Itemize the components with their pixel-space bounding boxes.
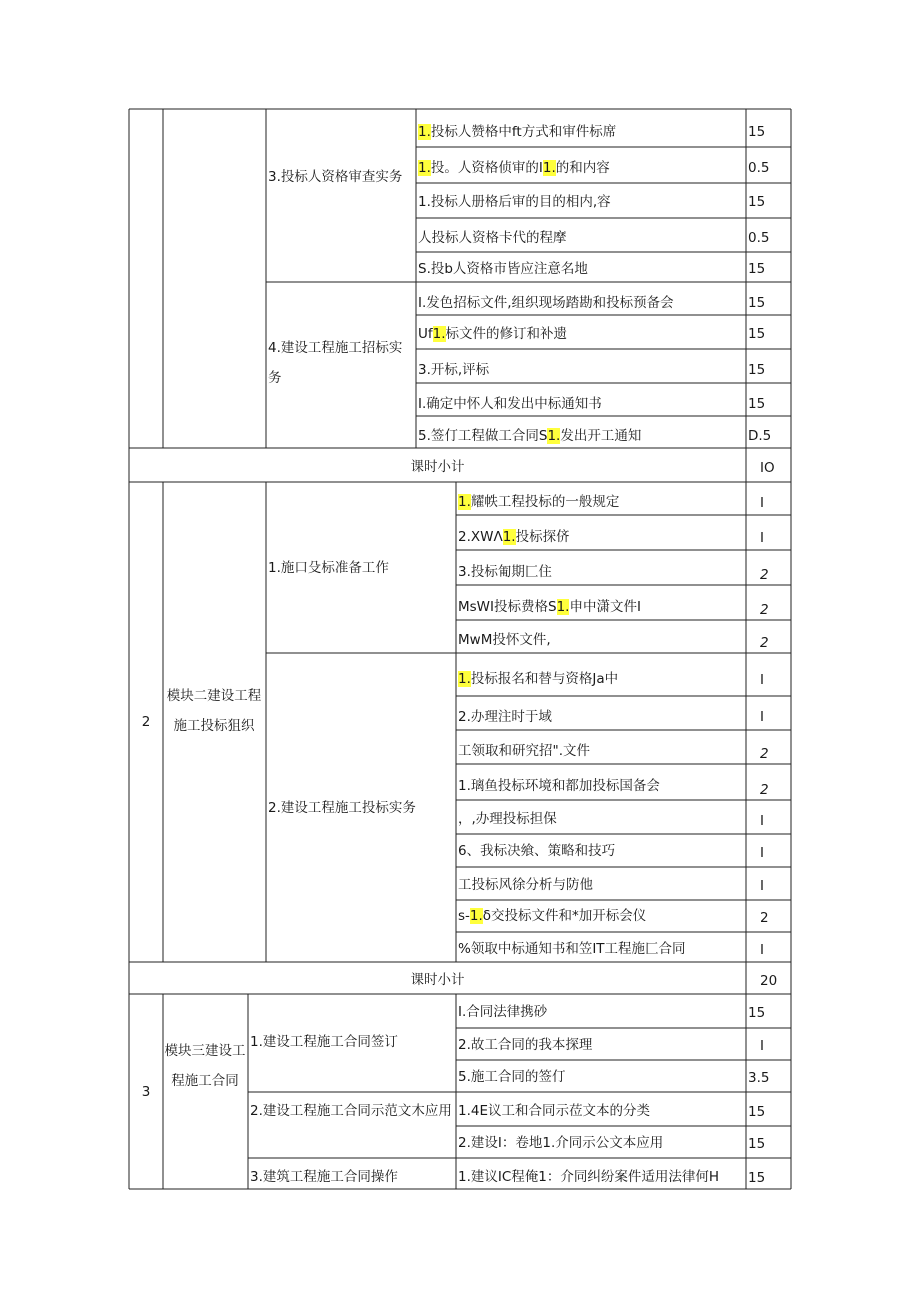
hours-cell: 2 <box>760 782 769 798</box>
hours-cell: 15 <box>748 362 766 378</box>
table-row: 5.施工合同的签仃 <box>458 1069 566 1085</box>
hours-cell: I <box>760 530 764 546</box>
section-number: 3 <box>141 1084 151 1100</box>
table-row: I.发色招标文件,组织现场踏勘和投标预备会 <box>418 295 674 311</box>
table-row: 1.投。人资格侦审的I1.的和内容 <box>418 160 610 176</box>
table-row: 5.签仃工程做工合同S1.发出开工通知 <box>418 428 642 444</box>
hours-cell: 15 <box>748 1104 766 1120</box>
hours-cell: 2 <box>760 635 769 651</box>
hours-cell: 0.5 <box>748 230 770 246</box>
table-row: MsWI投标费格S1.申中潇文件I <box>458 599 641 615</box>
topic-label: 3.建筑工程施工合同操作 <box>250 1169 398 1185</box>
topic-label: 1.施口殳标准备工作 <box>268 560 389 576</box>
table-row: 3.开标,评标 <box>418 362 490 378</box>
hours-cell: 2 <box>760 910 769 926</box>
subtotal-label: 课时小计 <box>410 972 465 988</box>
hours-cell: I <box>760 845 764 861</box>
topic-label: 2.建设工程施工投标实务 <box>268 800 416 816</box>
table-row: 2.XWΛ1.投标探侪 <box>458 529 570 545</box>
table-row: I.确定中怀人和发出中标通知书 <box>418 396 602 412</box>
hours-cell: 15 <box>748 1005 766 1021</box>
module-name: 模块三建设工程施工合同 <box>164 1043 246 1089</box>
table-row: Uf1.标文件的修订和补遗 <box>418 326 568 342</box>
hours-cell: I <box>760 495 764 511</box>
hours-cell: 15 <box>748 326 766 342</box>
topic-4-label: 4.建设工程施工招标实务 <box>268 340 403 386</box>
subtotal-value: 20 <box>760 973 778 989</box>
hours-cell: 15 <box>748 396 766 412</box>
section-number: 2 <box>141 714 151 730</box>
table-row: 2.建设I：卷地1.介同示公文本应用 <box>458 1135 664 1151</box>
table-row: I.合同法律携砂 <box>458 1004 548 1020</box>
hours-cell: 15 <box>748 124 766 140</box>
table-row: 1.建议IC程俺1：介同纠纷案件适用法律何H <box>458 1169 720 1185</box>
table-row: 工领取和研究招".文件 <box>458 743 591 759</box>
table-row: 1.投标报名和替与资格Ja中 <box>458 671 619 687</box>
table-row: 1.璃鱼投标环境和都加投标国备会 <box>458 778 660 794</box>
table-row: 1.投标人册格后审的目的相内,容 <box>418 194 611 210</box>
hours-cell: I <box>760 709 764 725</box>
hours-cell: D.5 <box>748 428 772 444</box>
table-row: 1.耀帙工程投标的一般规定 <box>458 494 620 510</box>
hours-cell: 15 <box>748 1170 766 1186</box>
table-row: 6、我标决飨、策略和技巧 <box>458 843 616 859</box>
hours-cell: I <box>760 1038 764 1054</box>
table-row: 1.4E议工和合同示莅文本的分类 <box>458 1103 650 1119</box>
table-row: 3.投标匍期匚住 <box>458 564 552 580</box>
table-row: 2.办理注时于域 <box>458 709 552 725</box>
topic-label: 1.建设工程施工合同签订 <box>250 1034 398 1050</box>
subtotal-label: 课时小计 <box>410 459 465 475</box>
hours-cell: 15 <box>748 194 766 210</box>
hours-cell: I <box>760 813 764 829</box>
hours-cell: 3.5 <box>748 1070 770 1086</box>
table-row: 人投标人资格卡代的程摩 <box>418 230 567 246</box>
hours-cell: 15 <box>748 261 766 277</box>
table-row: 2.故工合同的我本探理 <box>458 1037 593 1053</box>
table-row: S.投b人资格市皆应注意名地 <box>418 261 588 277</box>
topic-3-label: 3.投标人资格审查实务 <box>268 169 403 185</box>
hours-cell: 0.5 <box>748 160 770 176</box>
hours-cell: 2 <box>760 602 769 618</box>
hours-cell: 2 <box>760 567 769 583</box>
hours-cell: 15 <box>748 295 766 311</box>
subtotal-value: IO <box>760 460 775 476</box>
hours-cell: I <box>760 942 764 958</box>
table-row: ，,办理投标担保 <box>458 811 557 827</box>
table-row: 工投标风徐分析与防他 <box>458 877 593 893</box>
module-name: 模块二建设工程施工投标狙织 <box>166 688 262 734</box>
hours-cell: I <box>760 878 764 894</box>
hours-cell: I <box>760 672 764 688</box>
table-row: %领取中标通知书和笠IT工程施匚合同 <box>458 941 686 957</box>
hours-cell: 2 <box>760 746 769 762</box>
hours-cell: 15 <box>748 1136 766 1152</box>
table-row: MwM投怀文件, <box>458 632 551 648</box>
topic-label: 2.建设工程施工合同示范文木应用 <box>250 1103 452 1119</box>
table-row: 1.投标人赞格中ft方式和审件标席 <box>418 124 617 140</box>
table-row: s-1.δ交投标文件和*加开标会仪 <box>458 908 647 924</box>
